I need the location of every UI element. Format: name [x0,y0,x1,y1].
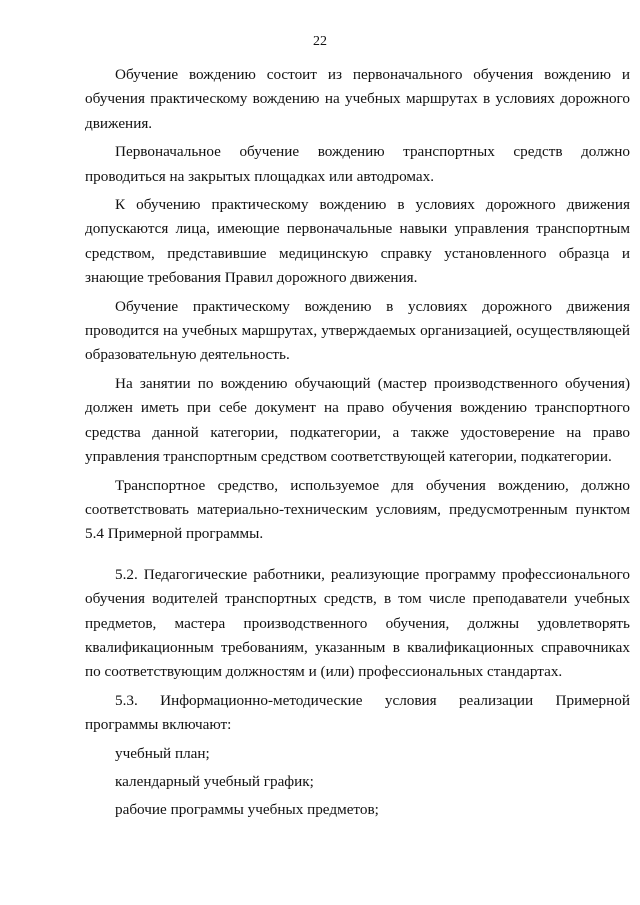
document-body [85,63,630,827]
list-item-subject-programs: рабочие программы учебных предметов; [115,801,379,819]
paragraph-initial-training: Первоначальное обучение вождению транспортных средств должно проводиться на закрытых площадках или автодромах. [85,143,630,185]
page-number: 22 [313,34,327,49]
list-item-curriculum: учебный план; [115,744,210,762]
paragraph-admission-requirements: К обучению практическому вождению в условиях дорожного движения допускаются лица, имеющие первоначальные навыки управления транспортным средством, представившие медицинскую справку установленного образца и знающие требования Правил дорожного движения. [85,196,630,287]
paragraph-section-5-2: 5.2. Педагогические работники, реализующие программу профессионального обучения водителей транспортных средств, в том числе преподаватели учебных предметов, мастера производственного обучения, должны удовлетворять квалификационным требованиям, указанным в квалификационных справочниках по соответствующим должностям и (или) профессиональных стандартах. [85,565,630,681]
paragraph-instructor-documents: На занятии по вождению обучающий (мастер производственного обучения) должен иметь при себе документ на право обучения вождению транспортного средства данной категории, подкатегории, а также удостоверение на право управления транспортным средством соответствующей категории, подкатегории. [85,374,630,466]
paragraph-driving-training-structure: Обучение вождению состоит из первоначального обучения вождению и обучения практическому вождению на учебных маршрутах в условиях дорожного движения. [85,66,630,132]
paragraph-vehicle-requirements: Транспортное средство, используемое для обучения вождению, должно соответствовать материально-техническим условиям, предусмотренным пунктом 5.4 Примерной программы. [85,476,630,543]
paragraph-section-5-3: 5.3. Информационно-методические условия реализации Примерной программы включают: [85,691,630,734]
paragraph-training-routes: Обучение практическому вождению в условиях дорожного движения проводится на учебных маршрутах, утверждаемых организацией, осуществляющей образовательную деятельность. [85,297,630,364]
list-item-calendar-schedule: календарный учебный график; [115,772,314,790]
